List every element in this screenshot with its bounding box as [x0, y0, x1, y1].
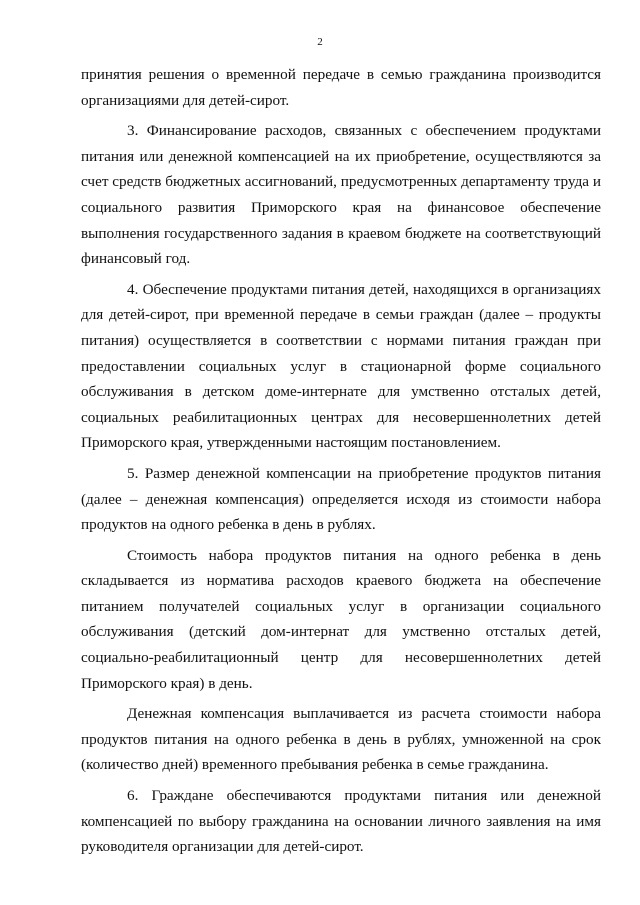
paragraph-item-5: 5. Размер денежной компенсации на приобретение продуктов питания (далее – денежная компенсация) определяется исходя из стоимости набора продуктов на одного ребенка в день в рублях. [81, 464, 601, 534]
document-body [81, 62, 601, 860]
paragraph-item-6: 6. Граждане обеспечиваются продуктами питания или денежной компенсацией по выбору гражданина на основании личного заявления на имя руководителя организации для детей-сирот. [81, 787, 601, 856]
paragraph-item-3: 3. Финансирование расходов, связанных с обеспечением продуктами питания или денежной компенсацией на их приобретение, осуществляются за счет средств бюджетных ассигнований, предусмотренных департаменту труда и социального развития Приморского края на финансовое обеспечение выполнения государственного задания в краевом бюджете на соответствующий финансовый год. [81, 122, 601, 268]
paragraph-item-4: 4. Обеспечение продуктами питания детей, находящихся в организациях для детей-сирот, при временной передаче в семьи граждан (далее – продукты питания) осуществляется в соответствии с нормами питания граждан при предоставлении социальных услуг в стационарной форме социального обслуживания в детском доме-интернате для умственно отсталых детей, социальных реабилитационных центрах для несовершеннолетних детей Приморского края, утвержденными настоящим постановлением. [81, 280, 601, 452]
paragraph-compensation-calculation: Денежная компенсация выплачивается из расчета стоимости набора продуктов питания на одного ребенка в день в рублях, умноженной на срок (количество дней) временного пребывания ребенка в семье гражданина. [81, 705, 601, 774]
page-number: 2 [317, 36, 323, 48]
paragraph-continuation: принятия решения о временной передаче в семью гражданина производится организациями для детей-сирот. [81, 66, 601, 109]
paragraph-cost-definition: Стоимость набора продуктов питания на одного ребенка в день складывается из норматива расходов краевого бюджета на обеспечение питанием получателей социальных услуг в организации социального обслуживания (детский дом-интернат для умственно отсталых детей, социально-реабилитационный центр для несовершеннолетних детей Приморского края) в день. [81, 546, 601, 692]
